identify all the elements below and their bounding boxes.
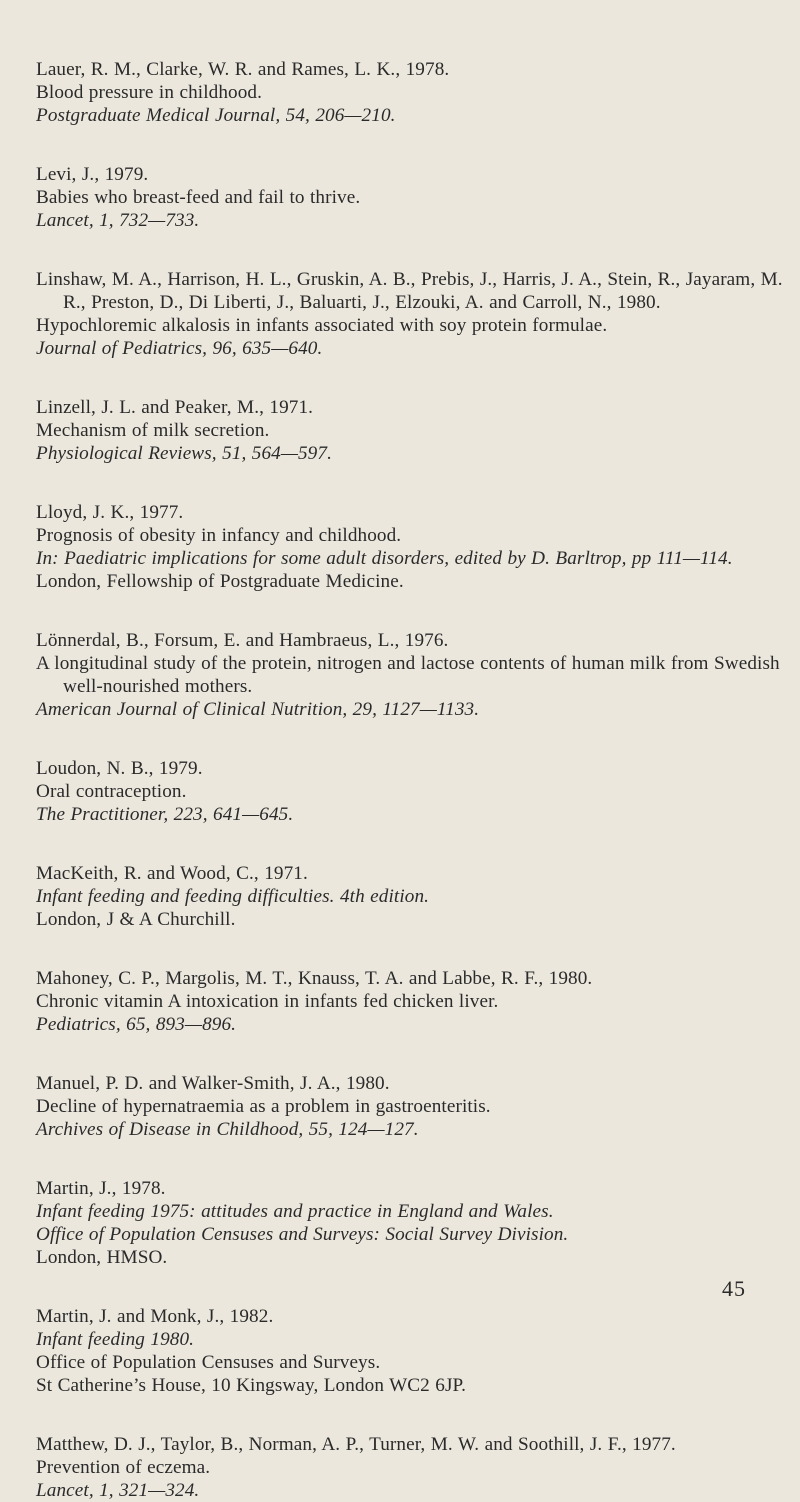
reference-authors: Linzell, J. L. and Peaker, M., 1971. <box>36 397 314 418</box>
reference-authors: Lloyd, J. K., 1977. <box>36 502 184 523</box>
reference-entry <box>36 1177 792 1269</box>
reference-line: Mechanism of milk secretion. <box>36 420 270 441</box>
reference-authors: Lauer, R. M., Clarke, W. R. and Rames, L. K., 1978. <box>36 59 450 80</box>
reference-line: Infant feeding and feeding difficulties. 4th edition. <box>36 886 430 907</box>
reference-line: Babies who breast-feed and fail to thrive. <box>36 187 361 208</box>
reference-line: Chronic vitamin A intoxication in infants fed chicken liver. <box>36 991 499 1012</box>
reference-line: Office of Population Censuses and Surveys: Social Survey Division. <box>36 1224 569 1245</box>
reference-line: In: Paediatric implications for some adult disorders, edited by D. Barltrop, pp 111—114. <box>36 548 733 569</box>
reference-entry <box>36 268 792 360</box>
reference-entry <box>36 58 792 127</box>
reference-line: Decline of hypernatraemia as a problem in gastroenteritis. <box>36 1096 491 1117</box>
reference-line: Office of Population Censuses and Surveys. <box>36 1352 381 1373</box>
reference-line: Infant feeding 1980. <box>36 1329 195 1350</box>
reference-entry <box>36 1433 792 1502</box>
reference-line: Hypochloremic alkalosis in infants associated with soy protein formulae. <box>36 315 608 336</box>
reference-line: Postgraduate Medical Journal, 54, 206—210. <box>36 105 396 126</box>
reference-line: London, HMSO. <box>36 1247 168 1268</box>
reference-line: A longitudinal study of the protein, nitrogen and lactose contents of human milk from Swedish well-nourished mothers. <box>36 653 780 697</box>
reference-line: Archives of Disease in Childhood, 55, 124—127. <box>36 1119 419 1140</box>
reference-line: Prevention of eczema. <box>36 1457 211 1478</box>
reference-authors: Martin, J., 1978. <box>36 1178 166 1199</box>
reference-line: Infant feeding 1975: attitudes and practice in England and Wales. <box>36 1201 554 1222</box>
page-number: 45 <box>722 1276 746 1301</box>
reference-authors: MacKeith, R. and Wood, C., 1971. <box>36 863 308 884</box>
reference-authors: Lönnerdal, B., Forsum, E. and Hambraeus, L., 1976. <box>36 630 449 651</box>
reference-line: American Journal of Clinical Nutrition, 29, 1127—1133. <box>36 699 480 720</box>
reference-line: London, J & A Churchill. <box>36 909 236 930</box>
reference-authors: Loudon, N. B., 1979. <box>36 758 203 779</box>
reference-entry <box>36 629 792 721</box>
reference-line: London, Fellowship of Postgraduate Medicine. <box>36 571 404 592</box>
reference-authors: Martin, J. and Monk, J., 1982. <box>36 1306 274 1327</box>
reference-line: Lancet, 1, 321—324. <box>36 1480 200 1501</box>
reference-line: Oral contraception. <box>36 781 187 802</box>
reference-line: Blood pressure in childhood. <box>36 82 262 103</box>
reference-entry <box>36 163 792 232</box>
reference-entry <box>36 757 792 826</box>
reference-entry <box>36 396 792 465</box>
reference-authors: Linshaw, M. A., Harrison, H. L., Gruskin, A. B., Prebis, J., Harris, J. A., Stein, R., Jayaram, M. R., Preston, D., Di Liberti, J., Baluarti, J., Elzouki, A. and Carroll, N., 1980. <box>36 269 783 313</box>
reference-line: St Catherine’s House, 10 Kingsway, London WC2 6JP. <box>36 1375 467 1396</box>
reference-authors: Manuel, P. D. and Walker-Smith, J. A., 1980. <box>36 1073 390 1094</box>
reference-line: Prognosis of obesity in infancy and childhood. <box>36 525 402 546</box>
reference-entry <box>36 967 792 1036</box>
reference-entry <box>36 1305 792 1397</box>
reference-line: Physiological Reviews, 51, 564—597. <box>36 443 332 464</box>
reference-authors: Matthew, D. J., Taylor, B., Norman, A. P., Turner, M. W. and Soothill, J. F., 1977. <box>36 1434 676 1455</box>
reference-authors: Mahoney, C. P., Margolis, M. T., Knauss, T. A. and Labbe, R. F., 1980. <box>36 968 593 989</box>
reference-line: Lancet, 1, 732—733. <box>36 210 200 231</box>
reference-authors: Levi, J., 1979. <box>36 164 149 185</box>
reference-entry <box>36 862 792 931</box>
reference-line: Pediatrics, 65, 893—896. <box>36 1014 237 1035</box>
reference-entry <box>36 501 792 593</box>
reference-line: The Practitioner, 223, 641—645. <box>36 804 294 825</box>
reference-list <box>36 58 800 1502</box>
reference-entry <box>36 1072 792 1141</box>
reference-line: Journal of Pediatrics, 96, 635—640. <box>36 338 323 359</box>
